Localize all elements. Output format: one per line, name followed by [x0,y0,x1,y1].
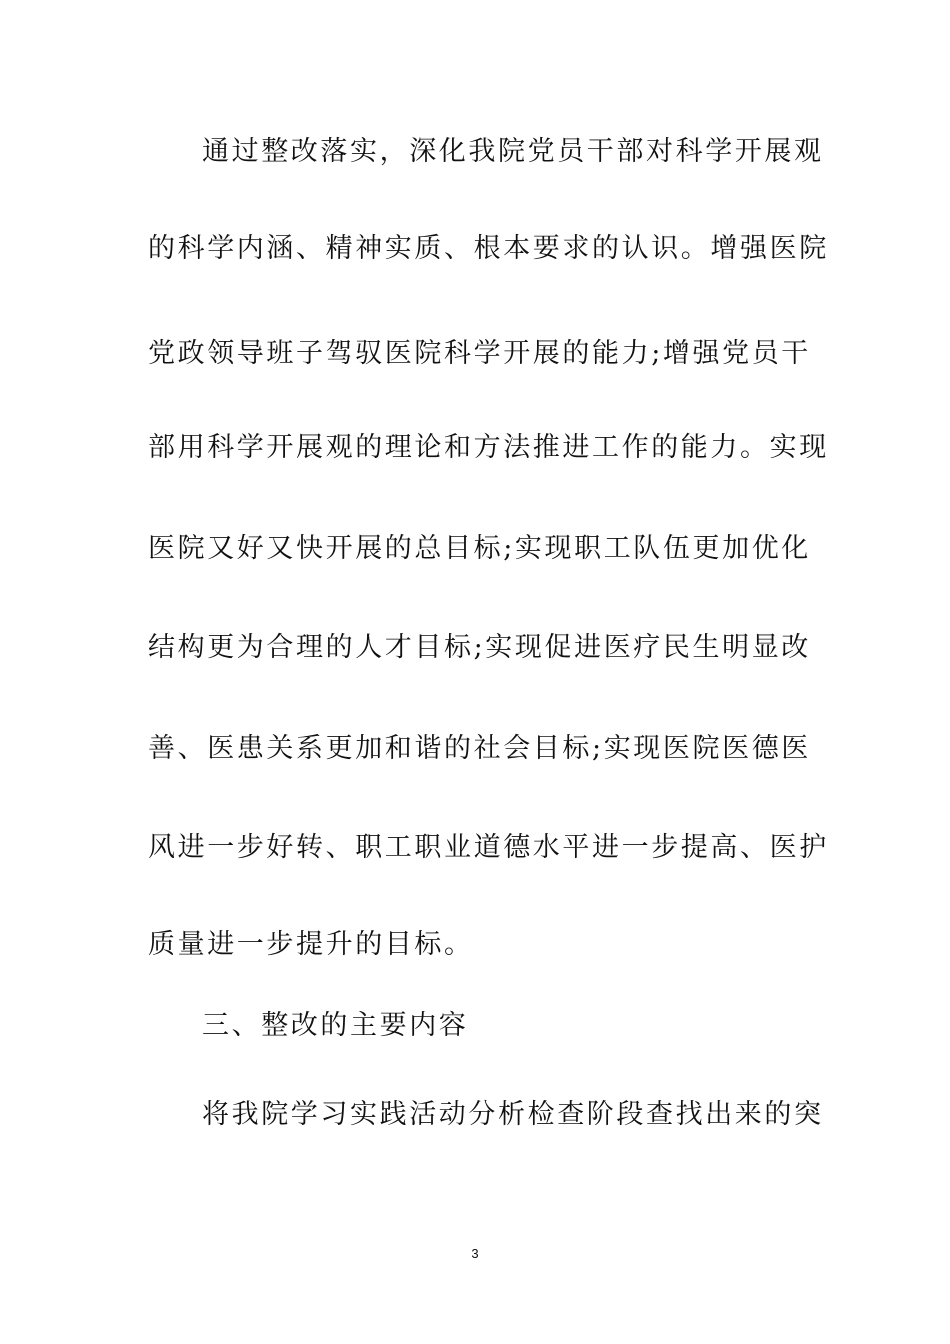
paragraph-line: 善、医患关系更加和谐的社会目标;实现医院医德医 [148,733,811,764]
paragraph-line: 通过整改落实，深化我院党员干部对科学开展观 [202,136,824,167]
section-heading: 三、整改的主要内容 [202,1010,469,1041]
paragraph-line: 质量进一步提升的目标。 [148,929,474,960]
paragraph-line: 风进一步好转、职工职业道德水平进一步提高、医护 [148,832,829,863]
paragraph-line: 的科学内涵、精神实质、根本要求的认识。增强医院 [148,233,829,264]
paragraph-line: 结构更为合理的人才目标;实现促进医疗民生明显改 [148,632,811,663]
page-number: 3 [471,1246,479,1261]
paragraph-line: 部用科学开展观的理论和方法推进工作的能力。实现 [148,432,829,463]
paragraph-line: 将我院学习实践活动分析检查阶段查找出来的突 [202,1099,824,1130]
paragraph-line: 党政领导班子驾驭医院科学开展的能力;增强党员干 [148,338,811,369]
paragraph-line: 医院又好又快开展的总目标;实现职工队伍更加优化 [148,533,811,564]
